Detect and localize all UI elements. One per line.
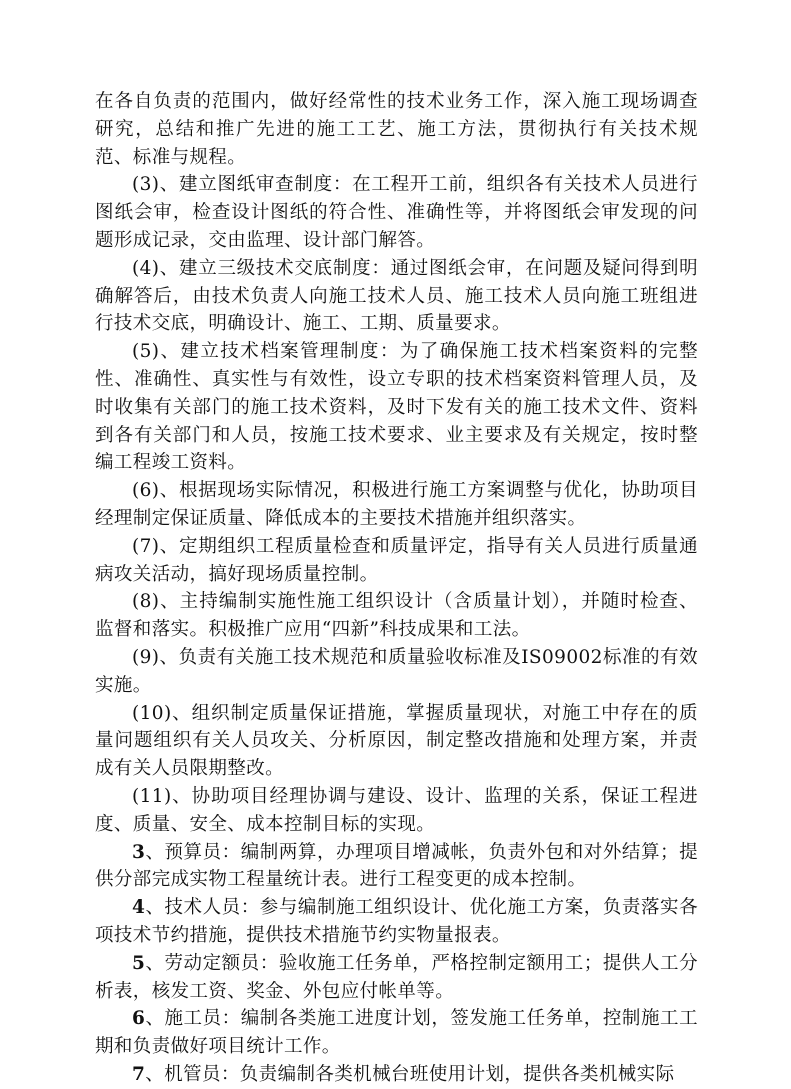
role-number: 5 <box>132 952 146 974</box>
role-number: 4 <box>132 897 146 919</box>
paragraph: (11)、协助项目经理协调与建设、设计、监理的关系，保证工程进度、质量、安全、成本控制目标的实现。 <box>95 785 698 835</box>
paragraph: (4)、建立三级技术交底制度：通过图纸会审，在问题及疑问得到明确解答后，由技术负责人向施工技术人员、施工技术人员向施工班组进行技术交底，明确设计、施工、工期、质量要求。 <box>95 257 698 335</box>
role-paragraph <box>95 1061 698 1089</box>
role-paragraph <box>95 839 698 895</box>
document-body <box>95 88 698 1089</box>
role-paragraph <box>95 950 698 1006</box>
role-text: 、机管员：负责编制各类机械台班使用计划，提供各类机械实际 <box>145 1063 675 1085</box>
paragraph: (5)、建立技术档案管理制度：为了确保施工技术档案资料的完整性、准确性、真实性与有效性，设立专职的技术档案资料管理人员，及时收集有关部门的施工技术资料，及时下发有关的施工技术文件、资料到各有关部门和人员，按施工技术要求、业主要求及有关规定，按时整编工程竣工资料。 <box>95 341 698 474</box>
role-paragraph <box>95 894 698 950</box>
role-paragraph <box>95 1005 698 1061</box>
paragraph: (9)、负责有关施工技术规范和质量验收标准及IS09002标准的有效实施。 <box>95 646 698 696</box>
paragraph: (7)、定期组织工程质量检查和质量评定，指导有关人员进行质量通病攻关活动，搞好现场质量控制。 <box>95 535 698 585</box>
paragraph: 在各自负责的范围内，做好经常性的技术业务工作，深入施工现场调查研究，总结和推广先进的施工工艺、施工方法，贯彻执行有关技术规范、标准与规程。 <box>95 91 698 168</box>
role-text: 、施工员：编制各类施工进度计划，签发施工任务单，控制施工工期和负责做好项目统计工作。 <box>95 1008 698 1058</box>
role-number: 6 <box>132 1008 146 1030</box>
role-text: 、预算员：编制两算，办理项目增减帐，负责外包和对外结算；提供分部完成实物工程量统计表。进行工程变更的成本控制。 <box>95 841 698 891</box>
role-number: 3 <box>132 841 146 863</box>
paragraph: (8)、主持编制实施性施工组织设计（含质量计划），并随时检查、监督和落实。积极推广应用“四新”科技成果和工法。 <box>95 591 698 641</box>
role-text: 、技术人员：参与编制施工组织设计、优化施工方案，负责落实各项技术节约措施，提供技术措施节约实物量报表。 <box>95 897 698 946</box>
role-number: 7 <box>132 1063 146 1085</box>
role-text: 、劳动定额员：验收施工任务单，严格控制定额用工；提供人工分析表，核发工资、奖金、外包应付帐单等。 <box>95 952 698 1002</box>
paragraph: (10)、组织制定质量保证措施，掌握质量现状，对施工中存在的质量问题组织有关人员攻关、分析原因，制定整改措施和处理方案，并责成有关人员限期整改。 <box>95 702 698 780</box>
paragraph: (3)、建立图纸审查制度：在工程开工前，组织各有关技术人员进行图纸会审，检查设计图纸的符合性、准确性等，并将图纸会审发现的问题形成记录，交由监理、设计部门解答。 <box>95 174 698 251</box>
paragraph: (6)、根据现场实际情况，积极进行施工方案调整与优化，协助项目经理制定保证质量、降低成本的主要技术措施并组织落实。 <box>95 480 698 529</box>
